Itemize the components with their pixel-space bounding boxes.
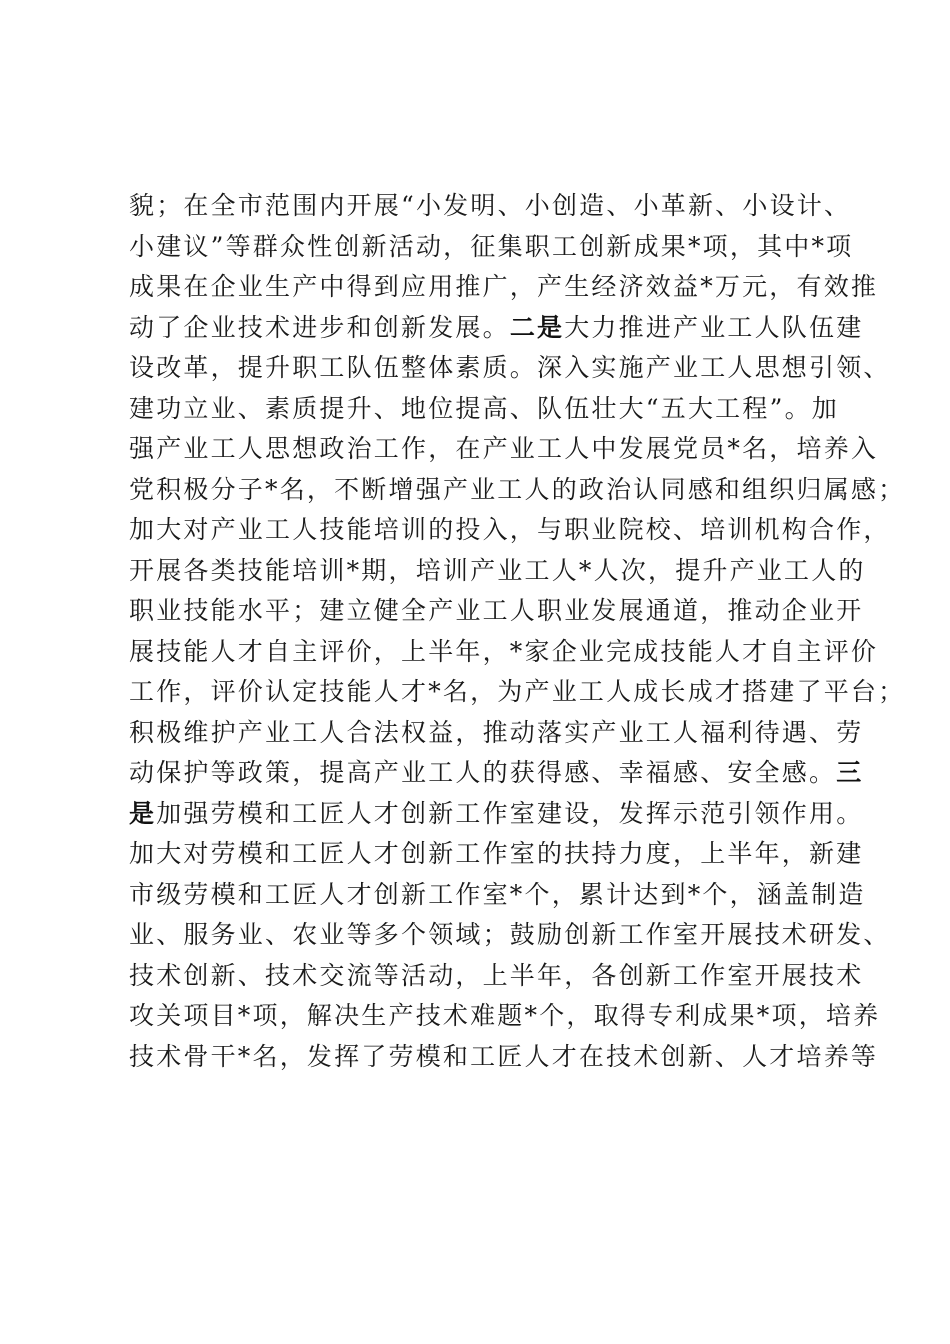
text-line: 开展各类技能培训*期，培训产业工人*人次，提升产业工人的 — [129, 555, 866, 585]
text-line: 技术创新、技术交流等活动，上半年，各创新工作室开展技术 — [129, 960, 864, 990]
section-marker-three-end: 是 — [129, 798, 157, 828]
text-line: 攻关项目*项，解决生产技术难题*个，取得专利成果*项，培养 — [129, 1001, 881, 1030]
text-line: 职业技能水平；建立健全产业工人职业发展通道，推动企业开 — [129, 596, 864, 625]
text-line: 加大对产业工人技能培训的投入，与职业院校、培训机构合作， — [129, 515, 891, 544]
text-line: 建功立业、素质提升、地位提高、队伍壮大“五大工程”。加 — [129, 393, 839, 423]
text-line: 强产业工人思想政治工作，在产业工人中发展党员*名，培养入 — [129, 434, 879, 463]
text-line: 设改革，提升职工队伍整体素质。深入实施产业工人思想引领、 — [129, 353, 891, 382]
text-line: 技术骨干*名，发挥了劳模和工匠人才在技术创新、人才培养等 — [129, 1041, 879, 1071]
text-line: 工作，评价认定技能人才*名，为产业工人成长成才搭建了平台； — [129, 677, 906, 706]
body-paragraph — [129, 186, 906, 1077]
text-line: 动了企业技术进步和创新发展。二是大力推进产业工人队伍建 — [129, 312, 864, 342]
section-marker-three-start: 三 — [836, 758, 864, 787]
text-line: 市级劳模和工匠人才创新工作室*个，累计达到*个，涵盖制造 — [129, 879, 866, 909]
text-line: 展技能人才自主评价，上半年，*家企业完成技能人才自主评价 — [129, 636, 879, 666]
text-line: 动保护等政策，提高产业工人的获得感、幸福感、安全感。三 — [129, 758, 864, 787]
text-line: 业、服务业、农业等多个领域；鼓励创新工作室开展技术研发、 — [129, 920, 891, 949]
section-marker-two: 二是 — [509, 312, 565, 342]
text-line: 成果在企业生产中得到应用推广，产生经济效益*万元，有效推 — [129, 272, 879, 301]
text-line: 貌；在全市范围内开展“小发明、小创造、小革新、小设计、 — [129, 191, 852, 220]
text-line: 党积极分子*名，不断增强产业工人的政治认同感和组织归属感； — [129, 474, 906, 504]
text-line: 小建议”等群众性创新活动，征集职工创新成果*项，其中*项 — [129, 231, 854, 261]
text-line: 是加强劳模和工匠人才创新工作室建设，发挥示范引领作用。 — [129, 798, 864, 828]
text-line: 加大对劳模和工匠人才创新工作室的扶持力度，上半年，新建 — [129, 839, 864, 868]
text-line: 积极维护产业工人合法权益，推动落实产业工人福利待遇、劳 — [129, 717, 864, 747]
